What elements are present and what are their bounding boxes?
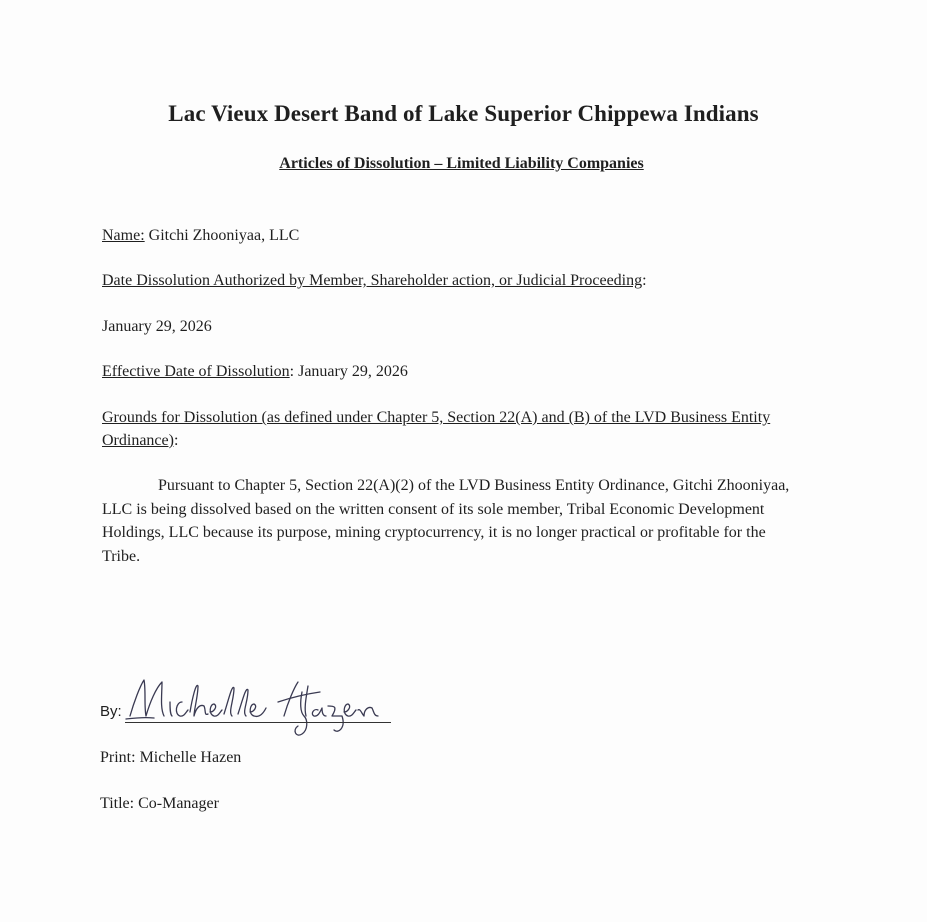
signature-line bbox=[125, 722, 391, 723]
signature-block bbox=[100, 672, 400, 734]
effective-date-value: : January 29, 2026 bbox=[289, 363, 408, 380]
date-authorized-label: Date Dissolution Authorized by Member, Shareholder action, or Judicial Proceeding bbox=[102, 272, 643, 289]
name-value: Gitchi Zhooniyaa, LLC bbox=[148, 227, 300, 244]
grounds-paragraph: Pursuant to Chapter 5, Section 22(A)(2) of the LVD Business Entity Ordinance, Gitchi Zhooniyaa, LLC is being dissolved based on the written consent of its sole member, Tribal Economic Development Holdings, LLC because its purpose, mining cryptocurrency, it is no longer practical or profitable for the Tribe. bbox=[102, 477, 790, 565]
date-authorized-colon: : bbox=[642, 272, 647, 289]
document-subtitle: Articles of Dissolution – Limited Liability Companies bbox=[279, 155, 644, 172]
grounds-label: Grounds for Dissolution (as defined under Chapter 5, Section 22(A) and (B) of the LVD Business Entity Ordinance) bbox=[102, 409, 771, 449]
print-name: Print: Michelle Hazen bbox=[100, 749, 242, 766]
effective-date-field bbox=[102, 361, 408, 383]
grounds-field bbox=[102, 406, 792, 452]
signer-title: Title: Co-Manager bbox=[100, 795, 219, 812]
document-title: Lac Vieux Desert Band of Lake Superior Chippewa Indians bbox=[168, 101, 759, 126]
date-authorized-field bbox=[102, 270, 647, 292]
effective-date-label: Effective Date of Dissolution bbox=[102, 363, 290, 380]
signature-image bbox=[124, 672, 394, 742]
grounds-colon: : bbox=[173, 432, 179, 449]
by-label: By: bbox=[100, 703, 122, 720]
name-label: Name: bbox=[102, 227, 145, 244]
date-authorized-value: January 29, 2026 bbox=[102, 318, 212, 335]
name-field bbox=[102, 225, 299, 247]
